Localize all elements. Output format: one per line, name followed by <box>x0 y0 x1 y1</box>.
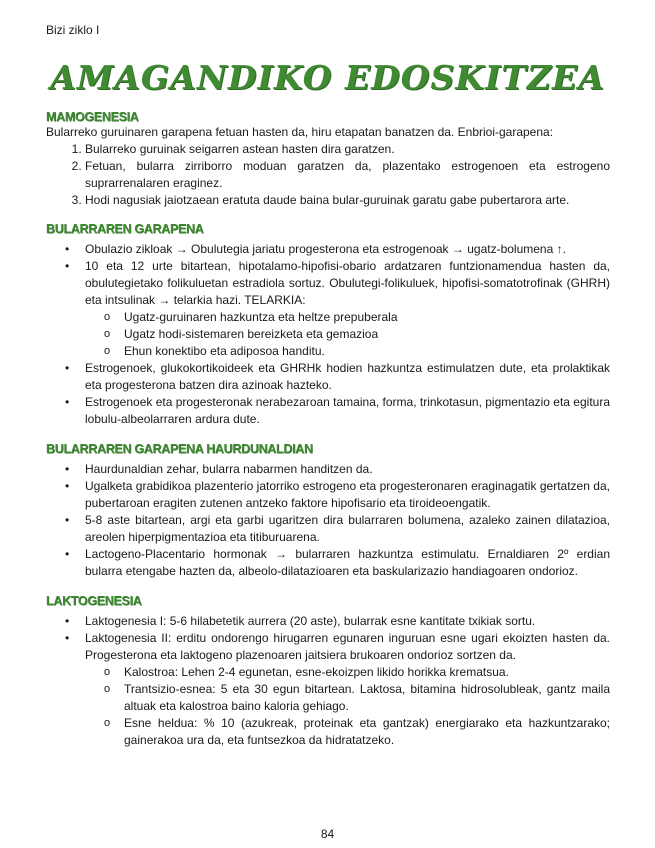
paragraph-intro: Bularreko guruinaren garapena fetuan hasten da, hiru etapatan banatzen da. Enbrioi-garapena: <box>46 125 554 139</box>
list-item: • Laktogenesia I: 5-6 hilabetetik aurrera (20 aste), bularrak esne kantitate txikiak sortu. <box>85 613 610 630</box>
bullet-list <box>46 613 610 749</box>
list-item <box>85 258 610 360</box>
list-item-text: Laktogenesia II: erditu ondorengo hirugarren egunaren inguruan esne ugari ekoizten hasten da. Progesterona eta laktogeno plazenoaren jaitsiera brukoaren ondorioz sortzen da. <box>85 631 610 662</box>
list-item: 1. Bularreko guruinak seigarren astean hasten dira garatzen. <box>85 141 610 158</box>
sub-list-item: o Trantsizio-esnea: 5 eta 30 egun bitartean. Laktosa, bitamina hidrosolubleak, gantz maila altuak eta kalostroa baino kaloria gehiago. <box>124 681 610 715</box>
list-item: • Estrogenoek eta progesteronak nerabezaroan tamaina, forma, trinkotasun, pigmentazio eta egitura lobulu-albeolarraren ardura dute. <box>85 394 610 428</box>
section-heading-bularraren-garapena: BULARRAREN GARAPENA <box>46 222 204 236</box>
section-heading-laktogenesia: LAKTOGENESIA <box>46 594 142 608</box>
sub-list-item: o Esne heldua: % 10 (azukreak, proteinak eta gantzak) energiarako eta hazkuntzarako; gainerakoa ura da, eta funtsezkoa da hidratatzeko. <box>124 715 610 749</box>
page-number: 84 <box>320 827 335 841</box>
running-header: Bizi ziklo I <box>46 23 100 37</box>
list-item: • Haurdunaldian zehar, bularra nabarmen handitzen da. <box>85 461 610 478</box>
list-item: • 5-8 aste bitartean, argi eta garbi ugaritzen dira bularraren bolumena, azaleko zainen dilatazioa, areolen hiperpigmentazioa eta titiburuarena. <box>85 512 610 546</box>
document-body <box>46 110 610 749</box>
list-item <box>85 630 610 749</box>
sub-list-item: o Ugatz-guruinaren hazkuntza eta heltze prepuberala <box>124 309 610 326</box>
sub-list-item: o Kalostroa: Lehen 2-4 egunetan, esne-ekoizpen likido horikka krematsua. <box>124 664 610 681</box>
section-heading-mamogenesia: MAMOGENESIA <box>46 110 139 124</box>
sub-list-item: o Ehun konektibo eta adiposoa handitu. <box>124 343 610 360</box>
page-title: AMAGANDIKO EDOSKITZEA <box>50 58 605 97</box>
list-item: • Lactogeno-Placentario hormonak → bularraren hazkuntza estimulatu. Ernaldiaren 2º erdian bularra etengabe hazten da, albeolo-dilatazioaren eta baskularizazio handiagoaren ondorioz. <box>85 546 610 580</box>
bullet-list <box>46 241 610 428</box>
numbered-list <box>46 141 610 209</box>
list-item: 3. Hodi nagusiak jaiotzaean eratuta daude baina bular-guruinak garatu gabe pubertarora arte. <box>85 192 610 209</box>
sub-list-item: o Ugatz hodi-sistemaren bereizketa eta gemazioa <box>124 326 610 343</box>
list-item: • Ugalketa grabidikoa plazenterio jatorriko estrogeno eta progesteronaren eraginagatik gertatzen da, pubertaroan eragiten zutenen antzeko faktore hipofisario eta tiroideoengatik. <box>85 478 610 512</box>
list-item: 2. Fetuan, bularra zirriborro moduan garatzen da, plazentako estrogenoen eta estrogeno suprarrenalaren eraginez. <box>85 158 610 192</box>
section-heading-haurdunaldian: BULARRAREN GARAPENA HAURDUNALDIAN <box>46 442 313 456</box>
sub-list <box>85 664 610 749</box>
list-item: • Obulazio zikloak → Obulutegia jariatu progesterona eta estrogenoak → ugatz-bolumena ↑. <box>85 241 610 258</box>
sub-list <box>85 309 610 360</box>
list-item-text: 10 eta 12 urte bitartean, hipotalamo-hipofisi-obario ardatzaren funtzionamendua hasten da, obulutegietako folikuluetan estradiola sortuz. Obulutegi-folikuluek, hipofisi-somatotrofinak (GHRH) eta intsulinak → telarkia hazi. TELARKIA: <box>85 259 610 307</box>
list-item: • Estrogenoek, glukokortikoideek eta GHRHk hodien hazkuntza estimulatzen dute, eta prolaktikak eta progesterona batzen dira azinoak hazteko. <box>85 360 610 394</box>
bullet-list <box>46 461 610 580</box>
